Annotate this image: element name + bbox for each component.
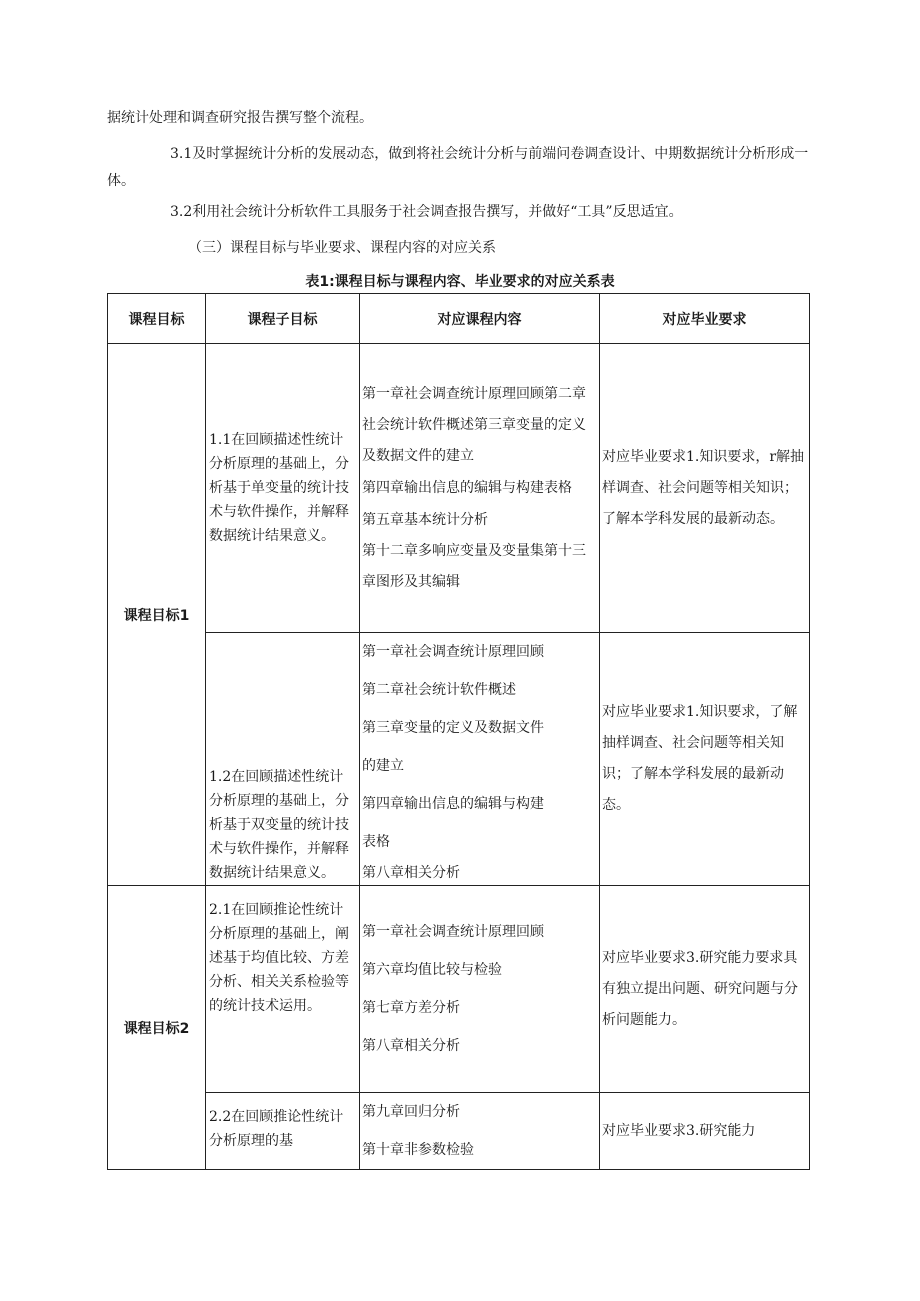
requirement-2-1: 对应毕业要求3.研究能力要求具有独立提出问题、研究问题与分析问题能力。 bbox=[600, 886, 810, 1093]
content-item: 第六章均值比较与检验 bbox=[362, 962, 502, 978]
header-content: 对应课程内容 bbox=[360, 294, 600, 344]
content-item: 第十二章多响应变量及变量集第十三章图形及其编辑 bbox=[362, 542, 586, 590]
content-item: 表格 bbox=[362, 834, 390, 850]
content-1-2 bbox=[360, 633, 600, 886]
subgoal-1-2: 1.2在回顾描述性统计分析原理的基础上，分析基于双变量的统计技术与软件操作，并解释数据统计结果意义。 bbox=[206, 633, 360, 886]
content-item: 第五章基本统计分析 bbox=[362, 511, 488, 528]
content-item: 第二章社会统计软件概述 bbox=[362, 682, 516, 698]
header-requirement: 对应毕业要求 bbox=[600, 294, 810, 344]
subgoal-2-2: 2.2在回顾推论性统计分析原理的基 bbox=[206, 1093, 360, 1170]
table-row bbox=[108, 1093, 810, 1170]
mapping-table bbox=[107, 293, 810, 1170]
content-item: 的建立 bbox=[362, 758, 404, 774]
requirement-1-1: 对应毕业要求1.知识要求，r解抽样调查、社会问题等相关知识；了解本学科发展的最新动态。 bbox=[600, 344, 810, 633]
content-item: 第七章方差分析 bbox=[362, 1000, 460, 1016]
content-item: 第一章社会调查统计原理回顾 bbox=[362, 644, 544, 660]
header-subgoal: 课程子目标 bbox=[206, 294, 360, 344]
content-2-1 bbox=[360, 886, 600, 1093]
table-header-row bbox=[108, 294, 810, 344]
content-item: 第九章回归分析 bbox=[362, 1104, 460, 1120]
goal-2-cell: 课程目标2 bbox=[108, 886, 206, 1170]
goal-1-cell: 课程目标1 bbox=[108, 344, 206, 886]
intro-paragraph-tail: 据统计处理和调查研究报告撰写整个流程。 bbox=[107, 110, 373, 126]
content-2-2 bbox=[360, 1093, 600, 1170]
content-item: 第一章社会调查统计原理回顾 bbox=[362, 924, 544, 940]
section-heading: （三）课程目标与毕业要求、课程内容的对应关系 bbox=[188, 240, 496, 256]
requirement-2-2: 对应毕业要求3.研究能力 bbox=[600, 1093, 810, 1170]
subgoal-1-1: 1.1在回顾描述性统计分析原理的基础上，分析基于单变量的统计技术与软件操作，并解释数据统计结果意义。 bbox=[206, 344, 360, 633]
content-item: 第四章输出信息的编辑与构建 bbox=[362, 796, 544, 812]
requirement-1-2: 对应毕业要求1.知识要求，了解抽样调查、社会问题等相关知识；了解本学科发展的最新动态。 bbox=[600, 633, 810, 886]
content-item: 第十章非参数检验 bbox=[362, 1142, 474, 1158]
subgoal-2-1: 2.1在回顾推论性统计分析原理的基础上，阐述基于均值比较、方差分析、相关关系检验等的统计技术运用。 bbox=[206, 886, 360, 1093]
header-goal: 课程目标 bbox=[108, 294, 206, 344]
content-item: 第四章输出信息的编辑与构建表格 bbox=[362, 479, 572, 496]
table-row bbox=[108, 886, 810, 1093]
objective-3-1: 3.1及时掌握统计分析的发展动态，做到将社会统计分析与前端问卷调查设计、中期数据统计分析形成一体。 bbox=[107, 146, 809, 189]
table-row bbox=[108, 633, 810, 886]
content-item: 第八章相关分析 bbox=[362, 865, 460, 881]
content-item: 第一章社会调查统计原理回顾第二章社会统计软件概述第三章变量的定义及数据文件的建立 bbox=[362, 385, 586, 464]
objective-3-2: 3.2利用社会统计分析软件工具服务于社会调查报告撰写，并做好“工具”反思适宜。 bbox=[170, 204, 683, 220]
content-item: 第八章相关分析 bbox=[362, 1038, 460, 1054]
table-title: 表1:课程目标与课程内容、毕业要求的对应关系表 bbox=[305, 274, 615, 290]
content-1-1 bbox=[360, 344, 600, 633]
table-row bbox=[108, 344, 810, 633]
content-item: 第三章变量的定义及数据文件 bbox=[362, 720, 544, 736]
